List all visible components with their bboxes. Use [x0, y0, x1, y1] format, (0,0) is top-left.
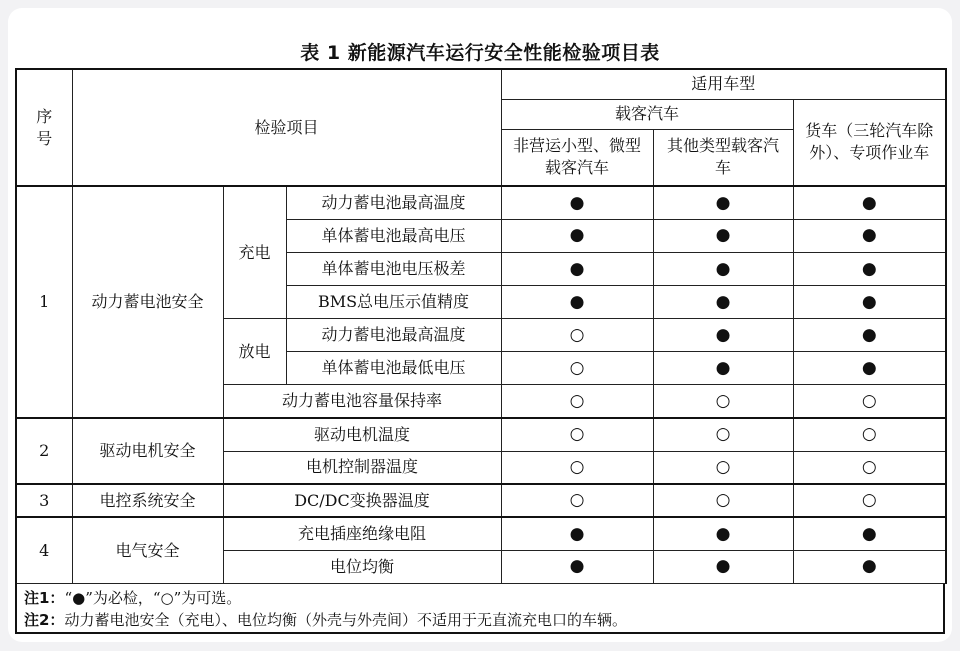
group-4-no: 4: [16, 517, 72, 583]
row-mark: ●: [793, 319, 946, 352]
row-mark: ●: [501, 286, 653, 319]
row-item: 单体蓄电池电压极差: [286, 253, 501, 286]
row-mark: ●: [653, 286, 793, 319]
header-passenger: 载客汽车: [501, 99, 793, 129]
row-mark: ○: [653, 418, 793, 451]
note-2-text: 动力蓄电池安全（充电）、电位均衡（外壳与外壳间）不适用于无直流充电口的车辆。: [64, 611, 627, 629]
row-item: 驱动电机温度: [223, 418, 501, 451]
group-2-no: 2: [16, 418, 72, 484]
row-mark: ○: [793, 451, 946, 484]
header-col1: 非营运小型、微型载客汽车: [501, 129, 653, 186]
row-mark: ●: [653, 550, 793, 583]
group-1-name: 动力蓄电池安全: [72, 186, 223, 418]
header-seq: 序 号: [16, 69, 72, 186]
note-1: [24, 587, 936, 609]
header-item: 检验项目: [72, 69, 501, 186]
row-item: 动力蓄电池最高温度: [286, 186, 501, 219]
row-mark: ●: [653, 517, 793, 550]
table-notes: [15, 584, 945, 634]
note-2-label: 注2：: [24, 611, 65, 629]
header-col2: 其他类型载客汽车: [653, 129, 793, 186]
group-1-no: 1: [16, 186, 72, 418]
group-4-name: 电气安全: [72, 517, 223, 583]
row-mark: ●: [653, 219, 793, 252]
note-2: [24, 609, 936, 631]
row-mark: ○: [653, 451, 793, 484]
table-title: 表 1 新能源汽车运行安全性能检验项目表: [300, 42, 660, 64]
row-mark: ●: [653, 186, 793, 219]
row-mark: ●: [793, 286, 946, 319]
row-mark: ○: [653, 484, 793, 517]
document-card: [8, 8, 952, 642]
row-item: 电位均衡: [223, 550, 501, 583]
group-2-name: 驱动电机安全: [72, 418, 223, 484]
row-mark: ●: [793, 550, 946, 583]
group-1-sub-discharge: 放电: [223, 319, 286, 385]
inspection-table: [15, 68, 947, 584]
row-mark: ●: [793, 517, 946, 550]
row-mark: ○: [793, 484, 946, 517]
row-mark: ●: [653, 352, 793, 385]
row-mark: ○: [501, 484, 653, 517]
group-3-no: 3: [16, 484, 72, 517]
row-mark: ○: [501, 352, 653, 385]
row-mark: ○: [501, 418, 653, 451]
row-mark: ●: [501, 550, 653, 583]
note-1-text: “●”为必检，“○”为可选。: [64, 589, 242, 607]
row-item: 单体蓄电池最高电压: [286, 219, 501, 252]
row-mark: ●: [501, 219, 653, 252]
row-item: 单体蓄电池最低电压: [286, 352, 501, 385]
row-item: 电机控制器温度: [223, 451, 501, 484]
row-mark: ●: [653, 319, 793, 352]
row-item: DC/DC变换器温度: [223, 484, 501, 517]
row-mark: ●: [653, 253, 793, 286]
row-mark: ○: [501, 451, 653, 484]
group-3-name: 电控系统安全: [72, 484, 223, 517]
row-mark: ●: [793, 253, 946, 286]
row-item: 动力蓄电池最高温度: [286, 319, 501, 352]
row-mark: ●: [501, 186, 653, 219]
row-mark: ○: [501, 385, 653, 418]
row-mark: ○: [793, 418, 946, 451]
row-item: BMS总电压示值精度: [286, 286, 501, 319]
header-col3: 货车（三轮汽车除外）、专项作业车: [793, 99, 946, 186]
row-mark: ○: [501, 319, 653, 352]
row-item: 动力蓄电池容量保持率: [223, 385, 501, 418]
header-applicable: 适用车型: [501, 69, 946, 99]
row-mark: ●: [501, 253, 653, 286]
row-mark: ●: [501, 517, 653, 550]
row-item: 充电插座绝缘电阻: [223, 517, 501, 550]
row-mark: ●: [793, 186, 946, 219]
group-1-sub-charge: 充电: [223, 186, 286, 318]
row-mark: ○: [653, 385, 793, 418]
row-mark: ●: [793, 219, 946, 252]
row-mark: ●: [793, 352, 946, 385]
note-1-label: 注1：: [24, 589, 65, 607]
row-mark: ○: [793, 385, 946, 418]
